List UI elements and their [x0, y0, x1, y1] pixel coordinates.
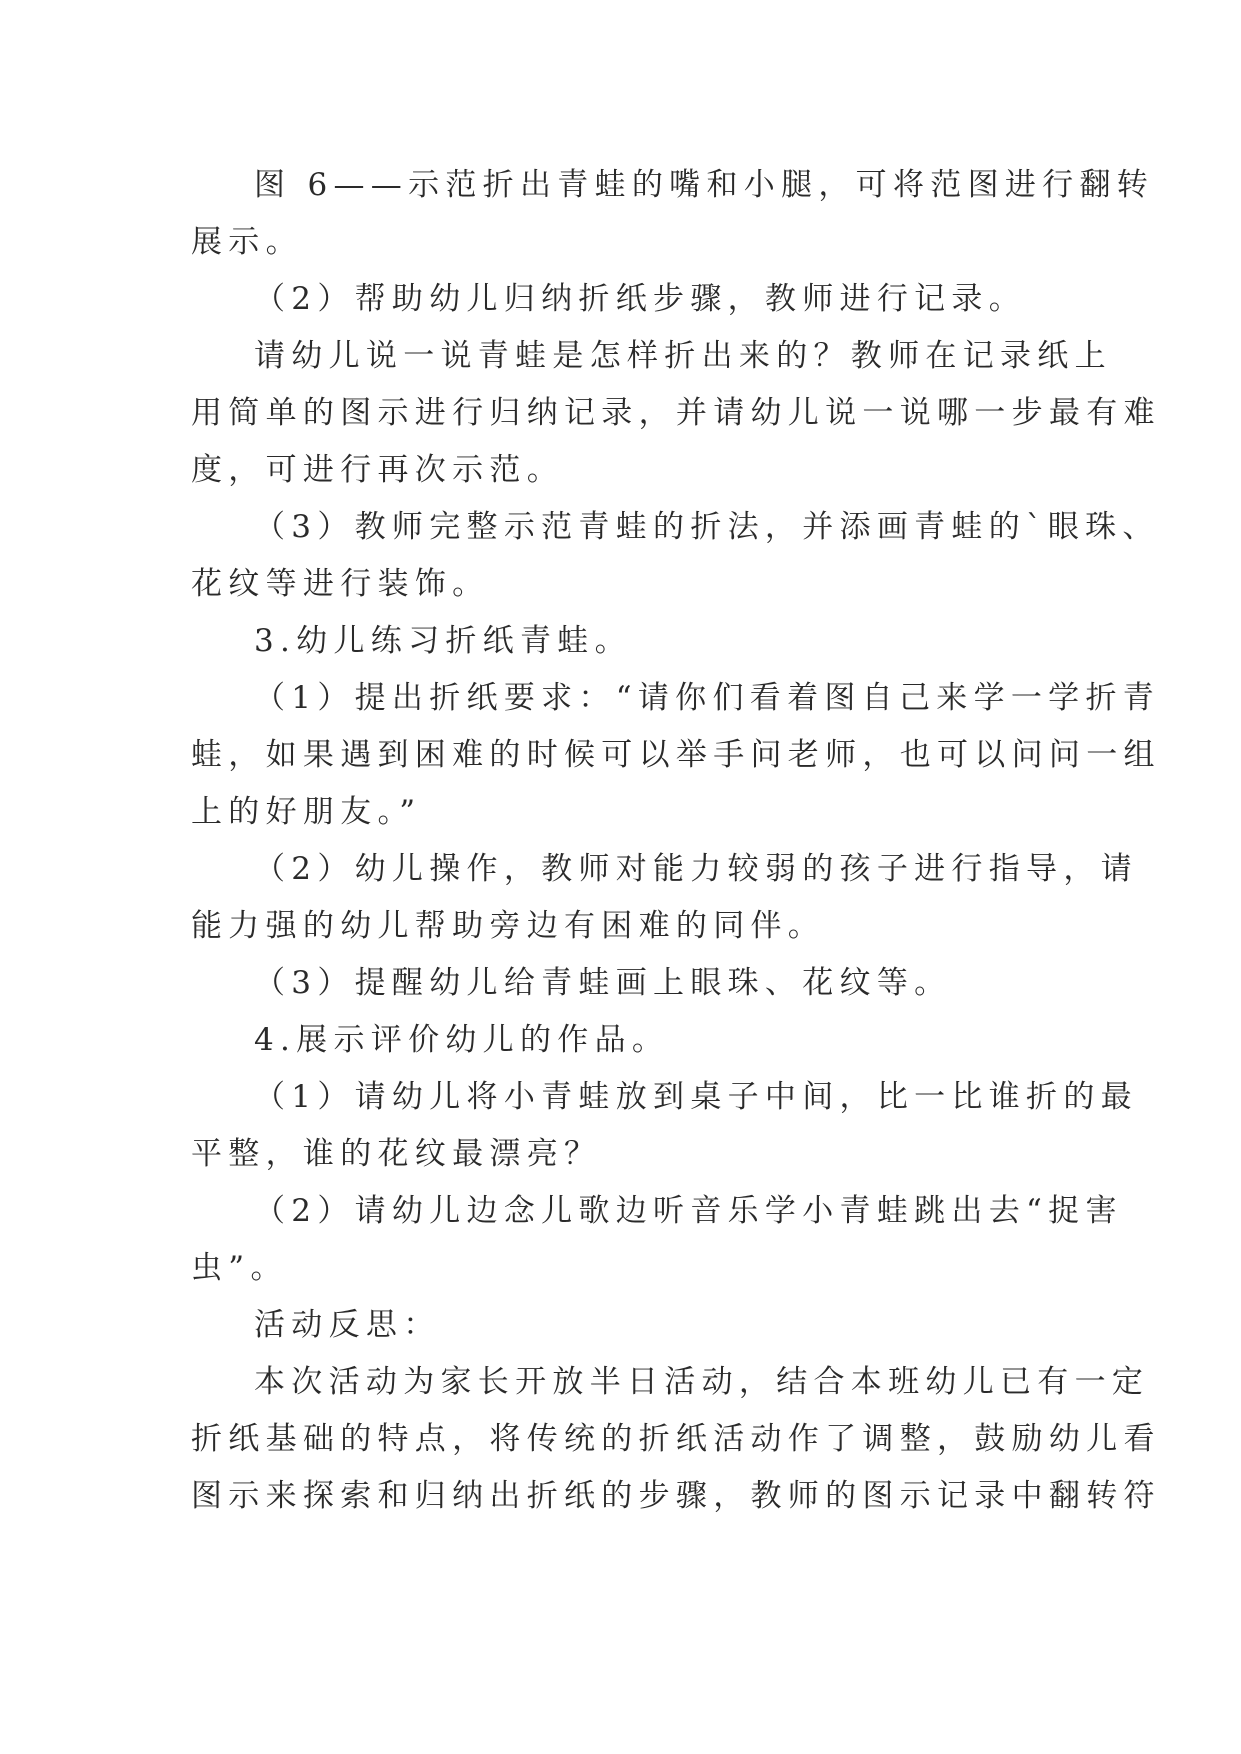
text-line: 上的好朋友。” — [191, 794, 422, 830]
text-line: （2）帮助幼儿归纳折纸步骤，教师进行记录。 — [254, 281, 1027, 317]
text-line: 3.幼儿练习折纸青蛙。 — [254, 623, 632, 659]
text-line: 图 6——示范折出青蛙的嘴和小腿，可将范图进行翻转 — [254, 167, 1155, 203]
text-line: 4.展示评价幼儿的作品。 — [254, 1022, 670, 1058]
text-line: 虫”。 — [191, 1250, 288, 1286]
text-line: 本次活动为家长开放半日活动，结合本班幼儿已有一定 — [254, 1364, 1150, 1400]
text-line: （3）提醒幼儿给青蛙画上眼珠、花纹等。 — [254, 965, 952, 1001]
text-line: 花纹等进行装饰。 — [191, 566, 490, 602]
text-line: 度，可进行再次示范。 — [191, 452, 564, 488]
section-heading: 活动反思： — [254, 1307, 441, 1343]
text-line: 用简单的图示进行归纳记录，并请幼儿说一说哪一步最有难 — [191, 395, 1161, 431]
text-line: （1）提出折纸要求：“请你们看着图自己来学一学折青 — [254, 680, 1161, 716]
text-line: 蛙，如果遇到困难的时候可以举手问老师，也可以问问一组 — [191, 737, 1161, 773]
text-line: 展示。 — [191, 224, 303, 260]
text-line: （2）请幼儿边念儿歌边听音乐学小青蛙跳出去“捉害 — [254, 1193, 1123, 1229]
text-line: 能力强的幼儿帮助旁边有困难的同伴。 — [191, 908, 826, 944]
text-line: 图示来探索和归纳出折纸的步骤，教师的图示记录中翻转符 — [191, 1478, 1161, 1514]
text-line: （1）请幼儿将小青蛙放到桌子中间，比一比谁折的最 — [254, 1079, 1138, 1115]
text-line: 请幼儿说一说青蛙是怎样折出来的？教师在记录纸上 — [254, 338, 1112, 374]
text-line: 平整，谁的花纹最漂亮？ — [191, 1136, 602, 1172]
text-line: 折纸基础的特点，将传统的折纸活动作了调整，鼓励幼儿看 — [191, 1421, 1161, 1457]
text-line: （3）教师完整示范青蛙的折法，并添画青蛙的`眼珠、 — [254, 509, 1160, 545]
text-line: （2）幼儿操作，教师对能力较弱的孩子进行指导，请 — [254, 851, 1138, 887]
